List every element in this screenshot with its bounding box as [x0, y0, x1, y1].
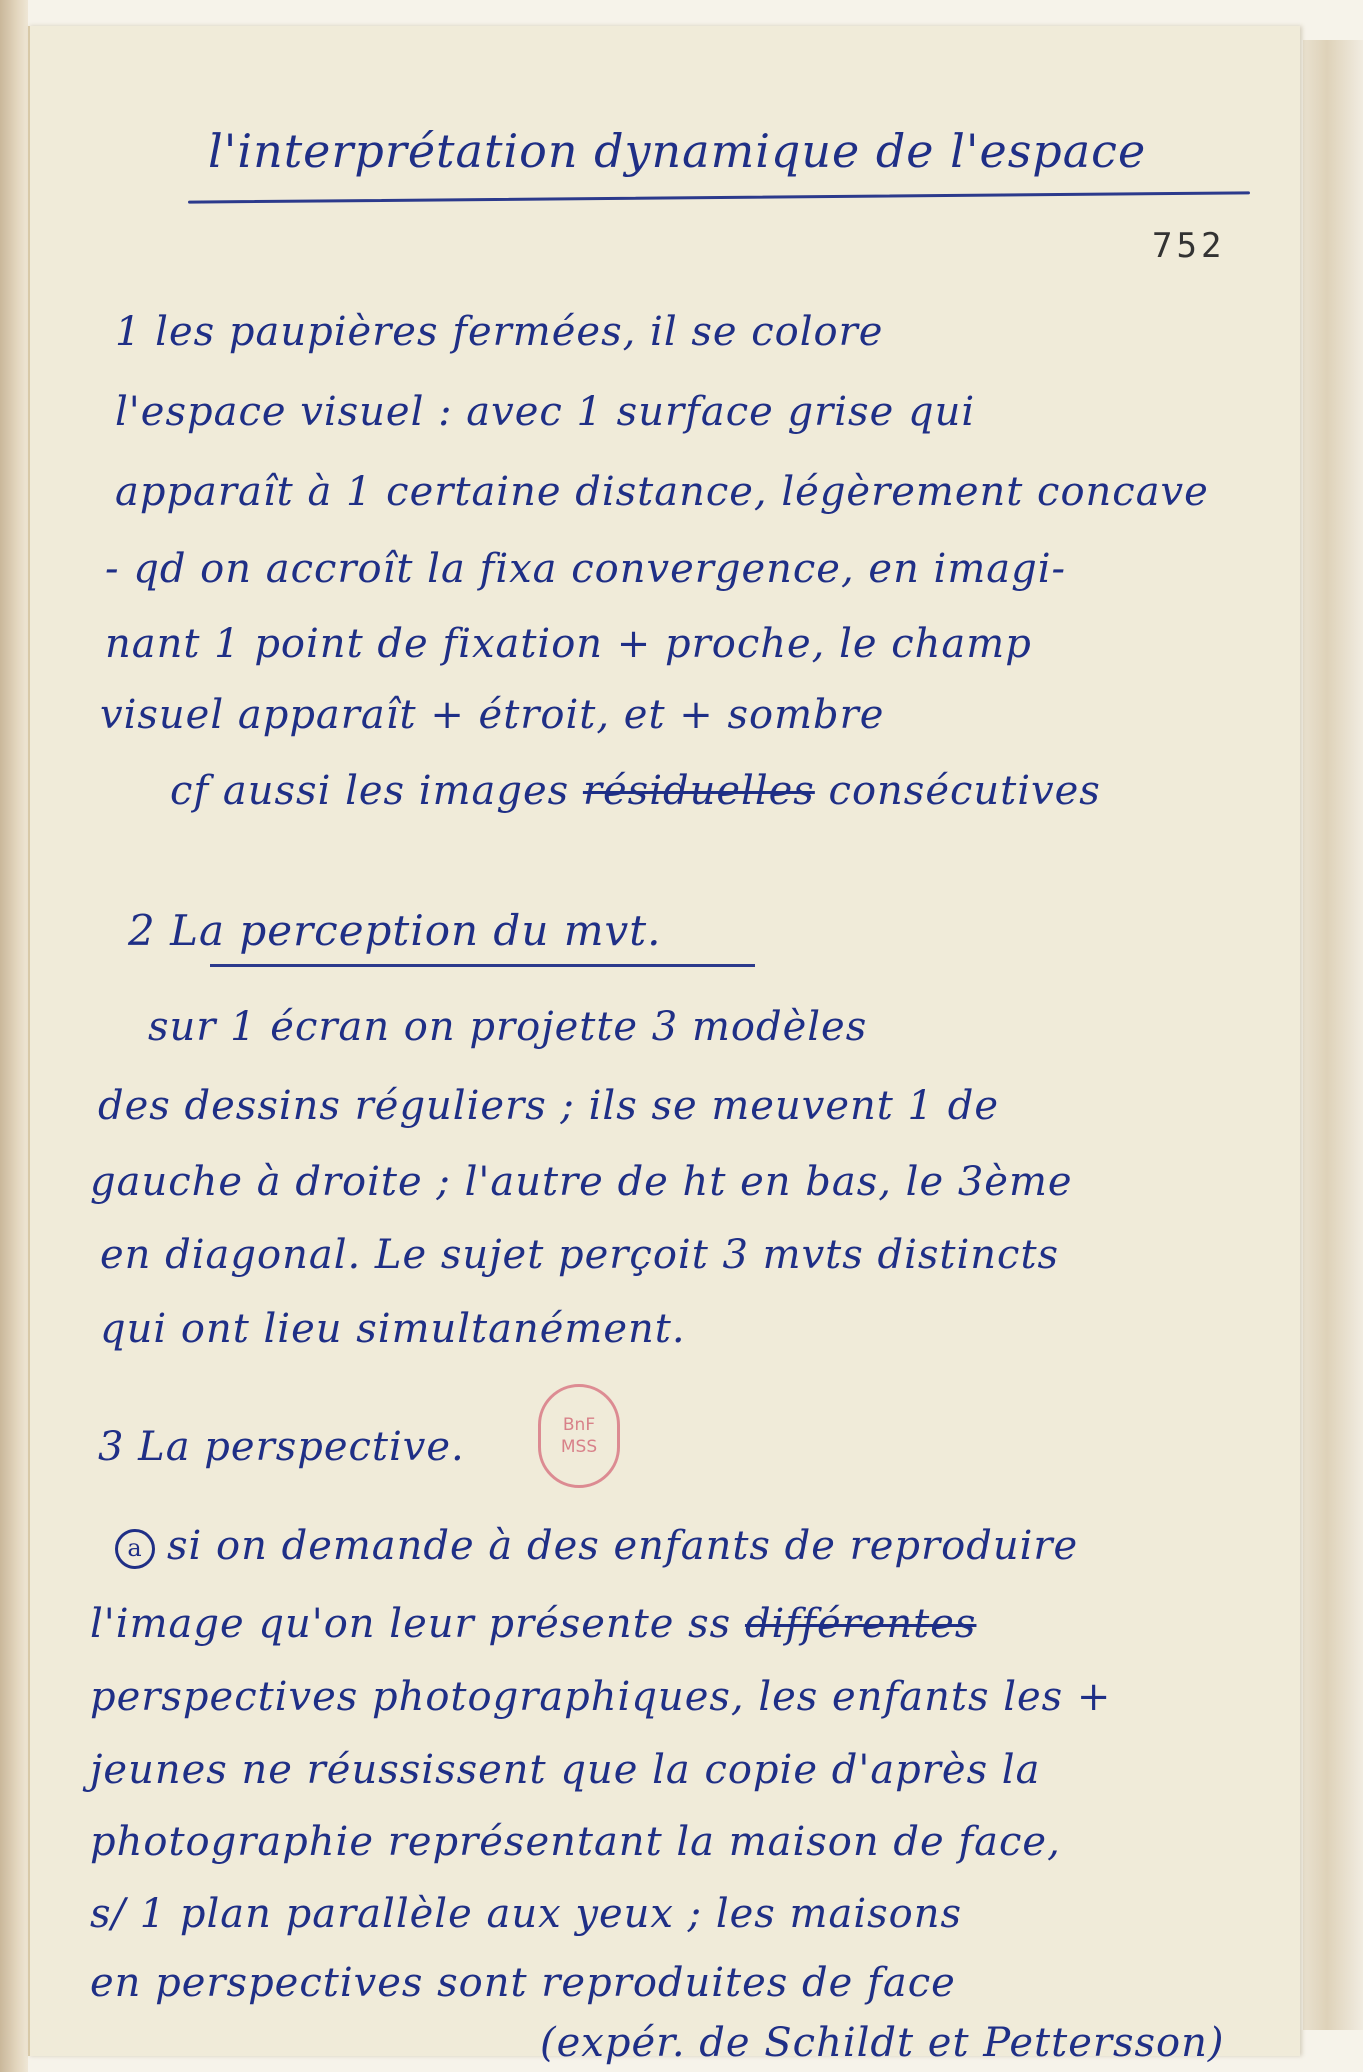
section1-line-1: 1 les paupières fermées, il se colore	[115, 309, 884, 355]
section3-line-1-text: si on demande à des enfants de reproduire	[167, 1523, 1079, 1569]
section2-line-3: gauche à droite ; l'autre de ht en bas, le 3ème	[90, 1159, 1073, 1205]
section3-line-5: photographie représentant la maison de face,	[90, 1819, 1061, 1865]
section1-line-4: - qd on accroît la fixa convergence, en imagi-	[105, 546, 1067, 592]
page-title: l'interprétation dynamique de l'espace	[208, 124, 1147, 178]
section1-line-6: visuel apparaît + étroit, et + sombre	[100, 692, 885, 738]
section1-line-5: nant 1 point de fixation + proche, le champ	[105, 621, 1032, 667]
section2-underline	[210, 964, 755, 967]
section3-line-4: jeunes ne réussissent que la copie d'après la	[90, 1747, 1041, 1793]
section2-line-2: des dessins réguliers ; ils se meuvent 1 de	[98, 1083, 999, 1129]
section3-line-1	[115, 1523, 1078, 1569]
binding-edge	[0, 0, 28, 2072]
section3-line-6: s/ 1 plan parallèle aux yeux ; les maisons	[90, 1891, 963, 1937]
section1-line-7: cf aussi les images résiduelles consécutives	[170, 768, 1101, 814]
section3-citation: (expér. de Schildt et Pettersson)	[540, 2020, 1225, 2066]
struck-word: différentes	[744, 1601, 977, 1647]
bnf-mss-stamp	[538, 1384, 620, 1488]
section3-heading: 3 La perspective.	[98, 1424, 465, 1470]
notebook-page	[28, 26, 1300, 2066]
section3-line-7: en perspectives sont reproduites de face	[90, 1960, 956, 2006]
stamp-line-2: MSS	[560, 1437, 598, 1457]
section3-line-2: l'image qu'on leur présente ss différentes	[90, 1601, 977, 1647]
section2-line-1: sur 1 écran on projette 3 modèles	[148, 1004, 868, 1050]
section1-line-3: apparaît à 1 certaine distance, légèrement concave	[115, 469, 1209, 515]
section2-line-5: qui ont lieu simultanément.	[100, 1306, 686, 1352]
struck-word: résiduelles	[582, 768, 815, 814]
section2-line-4: en diagonal. Le sujet perçoit 3 mvts distincts	[100, 1232, 1060, 1278]
folio-number: 752	[1152, 226, 1226, 266]
stamp-line-1: BnF	[562, 1415, 596, 1435]
section1-line-2: l'espace visuel : avec 1 surface grise qui	[115, 389, 976, 435]
circled-marker: a	[115, 1529, 155, 1569]
section2-heading: 2 La perception du mvt.	[128, 906, 662, 955]
next-page-edge	[1303, 40, 1363, 2030]
section3-line-3: perspectives photographiques, les enfants les +	[90, 1674, 1112, 1720]
title-underline	[188, 191, 1250, 203]
